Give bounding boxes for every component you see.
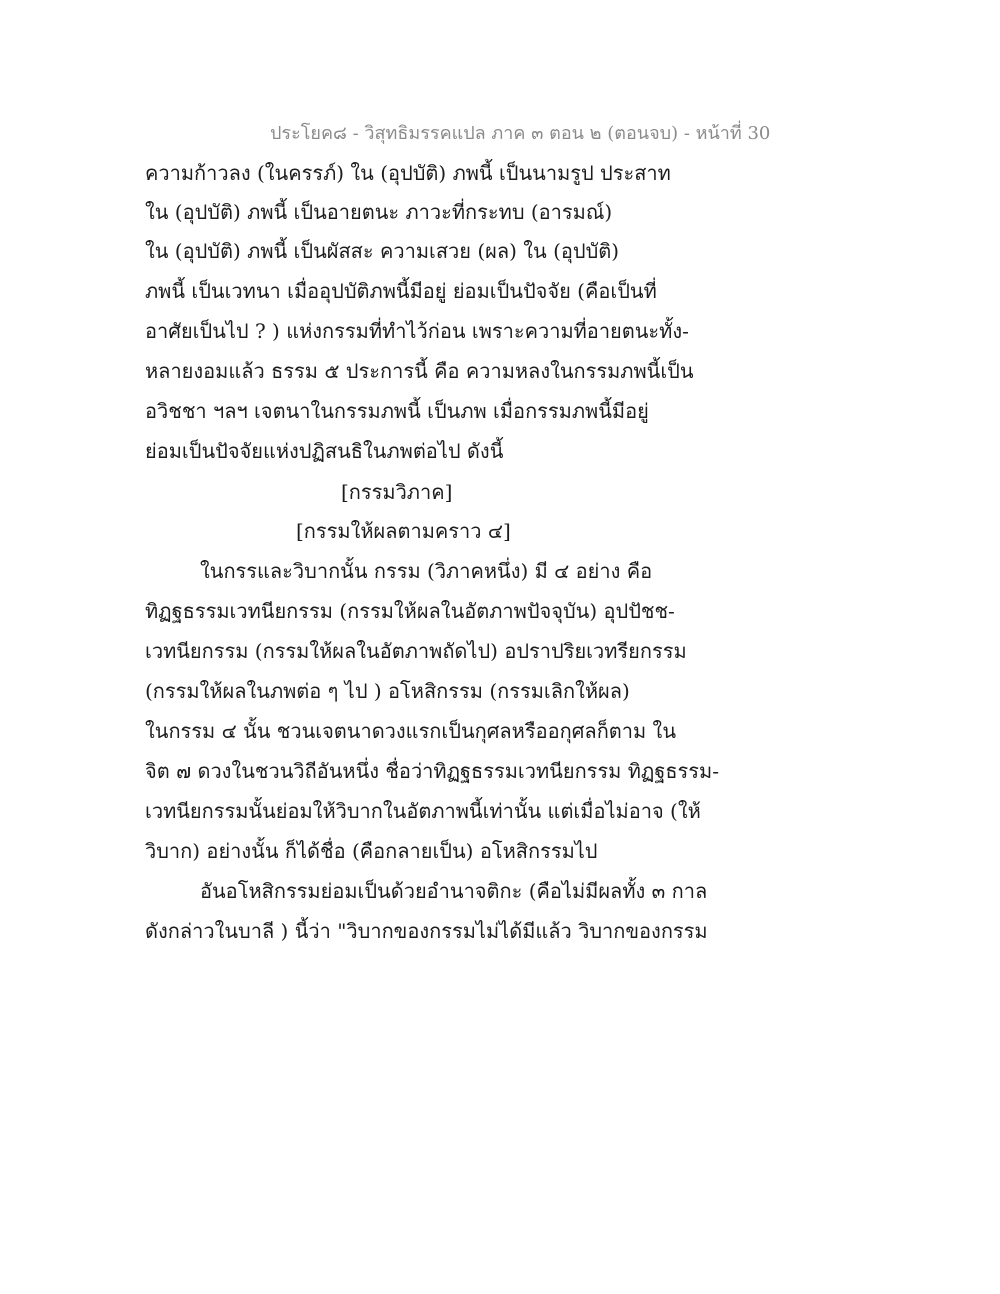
text-line: เวทนียกรรมนั้นย่อมให้วิบากในอัตภาพนี้เท่านั้น แต่เมื่อไม่อาจ (ให้: [145, 799, 701, 823]
text-line: ความก้าวลง (ในครรภ์) ใน (อุปบัติ) ภพนี้ เป็นนามรูป ประสาท: [145, 161, 671, 185]
text-line: ใน (อุปบัติ) ภพนี้ เป็นผัสสะ ความเสวย (ผล) ใน (อุปบัติ): [145, 239, 620, 263]
text-line: ในกรรม ๔ นั้น ชวนเจตนาดวงแรกเป็นกุศลหรืออกุศลก็ตาม ใน: [145, 719, 676, 743]
text-line: เวทนียกรรม (กรรมให้ผลในอัตภาพถัดไป) อปราปริยเวทรียกรรม: [145, 639, 687, 663]
text-line: อาศัยเป็นไป ? ) แห่งกรรมที่ทำไว้ก่อน เพราะความที่อายตนะทั้ง-: [145, 319, 689, 343]
text-line: ใน (อุปบัติ) ภพนี้ เป็นอายตนะ ภาวะที่กระทบ (อารมณ์): [145, 200, 613, 224]
text-line: ทิฏฐธรรมเวทนียกรรม (กรรมให้ผลในอัตภาพปัจจุบัน) อุปปัชช-: [145, 599, 675, 623]
text-line: ในกรรและวิบากนั้น กรรม (วิภาคหนึ่ง) มี ๔ อย่าง คือ: [200, 559, 653, 583]
text-line: จิต ๗ ดวงในชวนวิถีอันหนึ่ง ชื่อว่าทิฏฐธรรมเวทนียกรรม ทิฏฐธรรม-: [145, 759, 719, 783]
section-heading: [กรรมวิภาค]: [341, 480, 453, 504]
text-line: (กรรมให้ผลในภพต่อ ๆ ไป ) อโหสิกรรม (กรรมเลิกให้ผล): [145, 679, 630, 703]
text-line: ดังกล่าวในบาลี ) นี้ว่า "วิบากของกรรมไม่ได้มีแล้ว วิบากของกรรม: [145, 919, 708, 943]
running-header: ประโยค๘ - วิสุทธิมรรคแปล ภาค ๓ ตอน ๒ (ตอนจบ) - หน้าที่ 30: [270, 123, 771, 144]
text-line: หลายงอมแล้ว ธรรม ๕ ประการนี้ คือ ความหลงในกรรมภพนี้เป็น: [145, 359, 694, 383]
text-line: ภพนี้ เป็นเวทนา เมื่ออุปบัติภพนี้มีอยู่ ย่อมเป็นปัจจัย (คือเป็นที่: [145, 279, 657, 303]
subsection-heading: [กรรมให้ผลตามคราว ๔]: [296, 519, 511, 543]
text-line: วิบาก) อย่างนั้น ก็ได้ชื่อ (คือกลายเป็น) อโหสิกรรมไป: [145, 839, 598, 863]
text-line: อวิชชา ฯลฯ เจตนาในกรรมภพนี้ เป็นภพ เมื่อกรรมภพนี้มีอยู่: [145, 399, 649, 423]
text-line: ย่อมเป็นปัจจัยแห่งปฏิสนธิในภพต่อไป ดังนี้: [145, 439, 504, 463]
text-line: อันอโหสิกรรมย่อมเป็นด้วยอำนาจติกะ (คือไม่มีผลทั้ง ๓ กาล: [200, 879, 708, 903]
